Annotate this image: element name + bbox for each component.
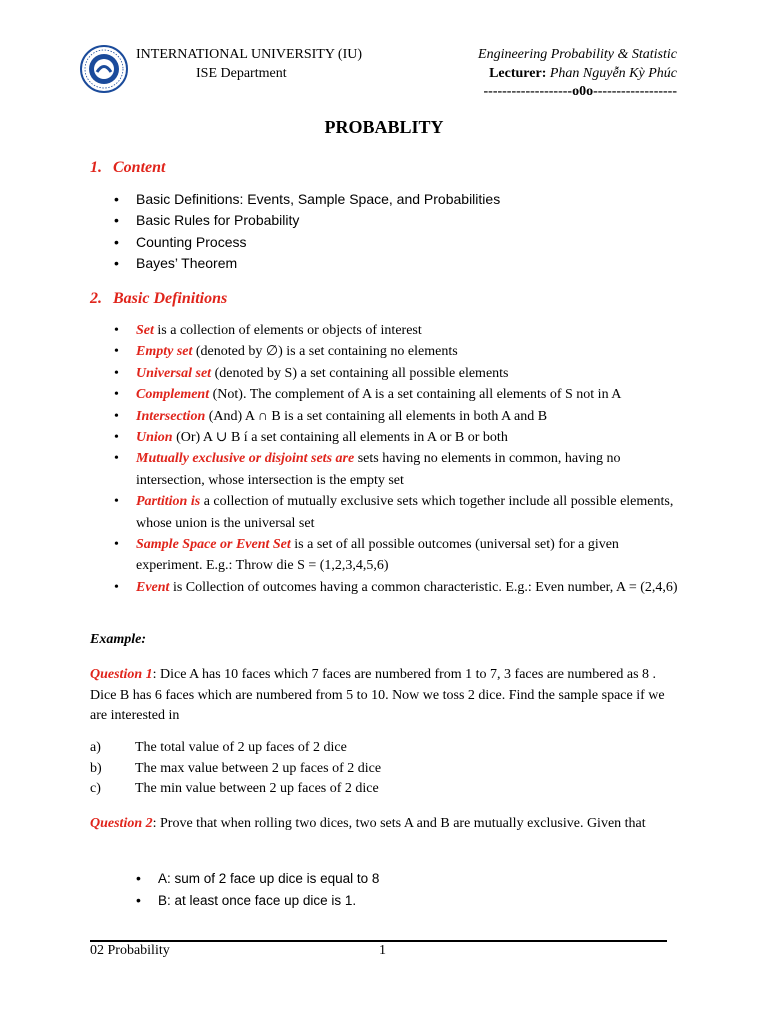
item-label: b) [90,760,102,776]
definition-term: Set [136,323,154,338]
definition-term: Universal set [136,365,212,381]
university-name: INTERNATIONAL UNIVERSITY (IU) [136,47,363,62]
definition-term: Partition is [136,494,201,510]
footer-doc-name: 02 Probability [90,943,170,958]
definition-item [136,363,681,384]
question-text: : Prove that when rolling two dices, two sets A and B are mutually exclusive. Given that [152,816,646,831]
definition-item [136,534,681,577]
example-label: Example: [90,632,146,647]
definition-item [136,320,681,341]
item-label: c) [90,781,101,797]
definition-text: (denoted by ∅) is a set containing no elements [192,344,458,360]
lecturer [489,64,677,84]
definition-item [136,406,681,427]
header-divider: -------------------o0o------------------ [483,84,677,99]
list-item: • Bayes’ Theorem [136,253,500,274]
definition-text: a collection of mutually exclusive sets which together include all possible elements, whose union is the universal set [136,494,674,531]
section-heading-definitions [90,290,227,308]
question-label: Question 1 [90,667,153,682]
section-heading-content [90,159,165,177]
lecturer-label: Lecturer: [489,66,547,81]
university-logo [80,45,128,93]
section-number: 2. [90,290,102,307]
list-item [90,759,381,780]
definition-term: Sample Space or Event Set [136,537,291,553]
department-name: ISE Department [196,66,287,81]
definition-item [136,341,681,362]
question-2 [90,814,680,835]
list-item [90,738,381,759]
section-label: Content [113,159,166,176]
definitions-list [136,320,681,598]
definition-text: is Collection of outcomes having a common characteristic. E.g.: Even number, A = (2,4,6) [169,579,678,595]
definition-text: is a collection of elements or objects of interest [153,323,422,338]
question-1-items [90,738,381,800]
question-text: : Dice A has 10 faces which 7 faces are numbered from 1 to 7, 3 faces are numbered as 8 . Dice B has 6 faces which are numbered from 5 to 10. Now we toss 2 dice. Find the sample space if we are interested in [90,667,665,723]
item-label: a) [90,740,101,755]
list-item [90,779,381,800]
definition-item [136,577,681,598]
definition-text: (denoted by S) a set containing all possible elements [211,365,509,381]
question-label: Question 2 [90,816,153,831]
lecturer-name: Phan Nguyễn Kỳ Phúc [549,66,677,81]
definition-term: Event [136,579,170,595]
list-item: • Counting Process [136,232,500,253]
list-item: • Basic Definitions: Events, Sample Space, and Probabilities [136,189,500,210]
definition-text: (Or) A ∪ B í a set containing all elements in A or B or both [172,430,508,446]
definition-text: (Not). The complement of A is a set containing all elements of S not in A [209,387,622,403]
list-item: • Basic Rules for Probability [136,210,500,231]
question-1 [90,665,680,727]
item-text: The max value between 2 up faces of 2 dice [135,760,382,776]
definition-term: Union [136,430,173,446]
section-label: Basic Definitions [113,290,228,307]
item-text: The total value of 2 up faces of 2 dice [135,740,347,755]
definition-text: sets having no elements in common, having no intersection, whose intersection is the empty set [136,451,621,488]
definition-term: Mutually exclusive or disjoint sets are [136,451,355,467]
definition-term: Intersection [136,408,206,424]
list-item: • A: sum of 2 face up dice is equal to 8 [158,868,379,890]
course-name: Engineering Probability & Statistic [478,47,677,62]
definition-term: Empty set [136,344,193,360]
page-title: PROBABLITY [324,117,444,137]
list-item: • B: at least once face up dice is 1. [158,890,379,912]
content-list [136,189,500,275]
definition-item [136,448,681,491]
definition-text: is a set of all possible outcomes (universal set) for a given experiment. E.g.: Throw die S = (1,2,3,4,5,6) [136,537,619,574]
definition-item [136,491,681,534]
definition-item [136,384,681,405]
definition-text: (And) A ∩ B is a set containing all elements in both A and B [205,408,548,424]
item-text: The min value between 2 up faces of 2 dice [135,781,379,797]
page-number: 1 [379,943,386,958]
question-2-items [158,868,379,911]
section-number: 1. [90,159,102,176]
definition-item [136,427,681,448]
definition-term: Complement [136,387,210,403]
footer-divider [90,940,667,942]
